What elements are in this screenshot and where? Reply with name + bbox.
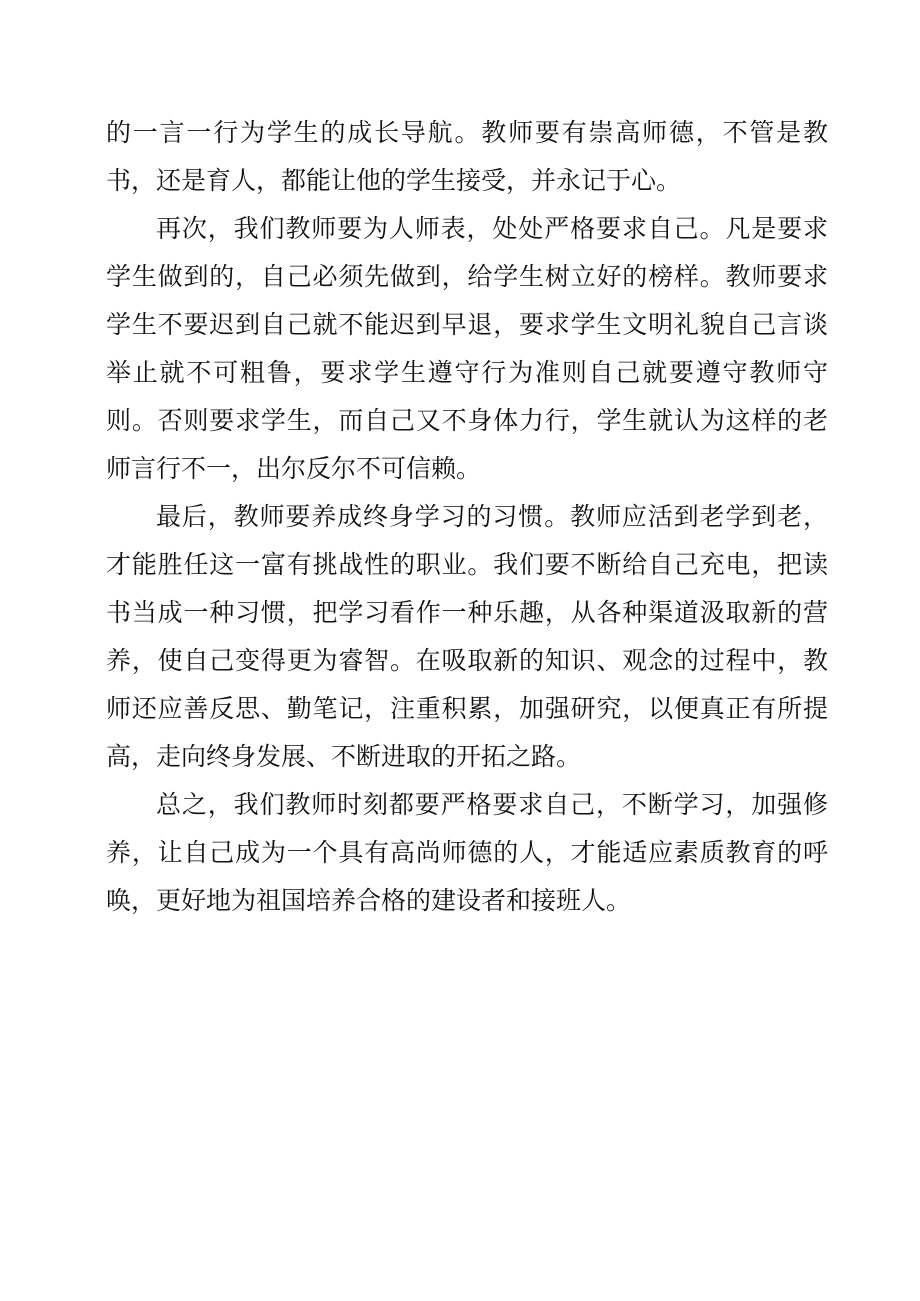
paragraph-continuation: 的一言一行为学生的成长导航。教师要有崇高师德，不管是教书，还是育人，都能让他的学生接受，并永记于心。	[106, 118, 828, 195]
paragraph-lifelong-learning: 最后，教师要养成终身学习的习惯。教师应活到老学到老，才能胜任这一富有挑战性的职业。我们要不断给自己充电，把读书当成一种习惯，把学习看作一种乐趣，从各种渠道汲取新的营养，使自己变得更为睿智。在吸取新的知识、观念的过程中，教师还应善反思、勤笔记，注重积累，加强研究，以便真正有所提高，走向终身发展、不断进取的开拓之路。	[106, 502, 828, 771]
document-body	[106, 109, 828, 925]
paragraph-conclusion: 总之，我们教师时刻都要严格要求自己，不断学习，加强修养，让自己成为一个具有高尚师德的人，才能适应素质教育的呼唤，更好地为祖国培养合格的建设者和接班人。	[106, 790, 828, 915]
paragraph-role-model: 再次，我们教师要为人师表，处处严格要求自己。凡是要求学生做到的，自己必须先做到，给学生树立好的榜样。教师要求学生不要迟到自己就不能迟到早退，要求学生文明礼貌自己言谈举止就不可粗鲁，要求学生遵守行为准则自己就要遵守教师守则。否则要求学生，而自己又不身体力行，学生就认为这样的老师言行不一，出尔反尔不可信赖。	[106, 214, 828, 483]
